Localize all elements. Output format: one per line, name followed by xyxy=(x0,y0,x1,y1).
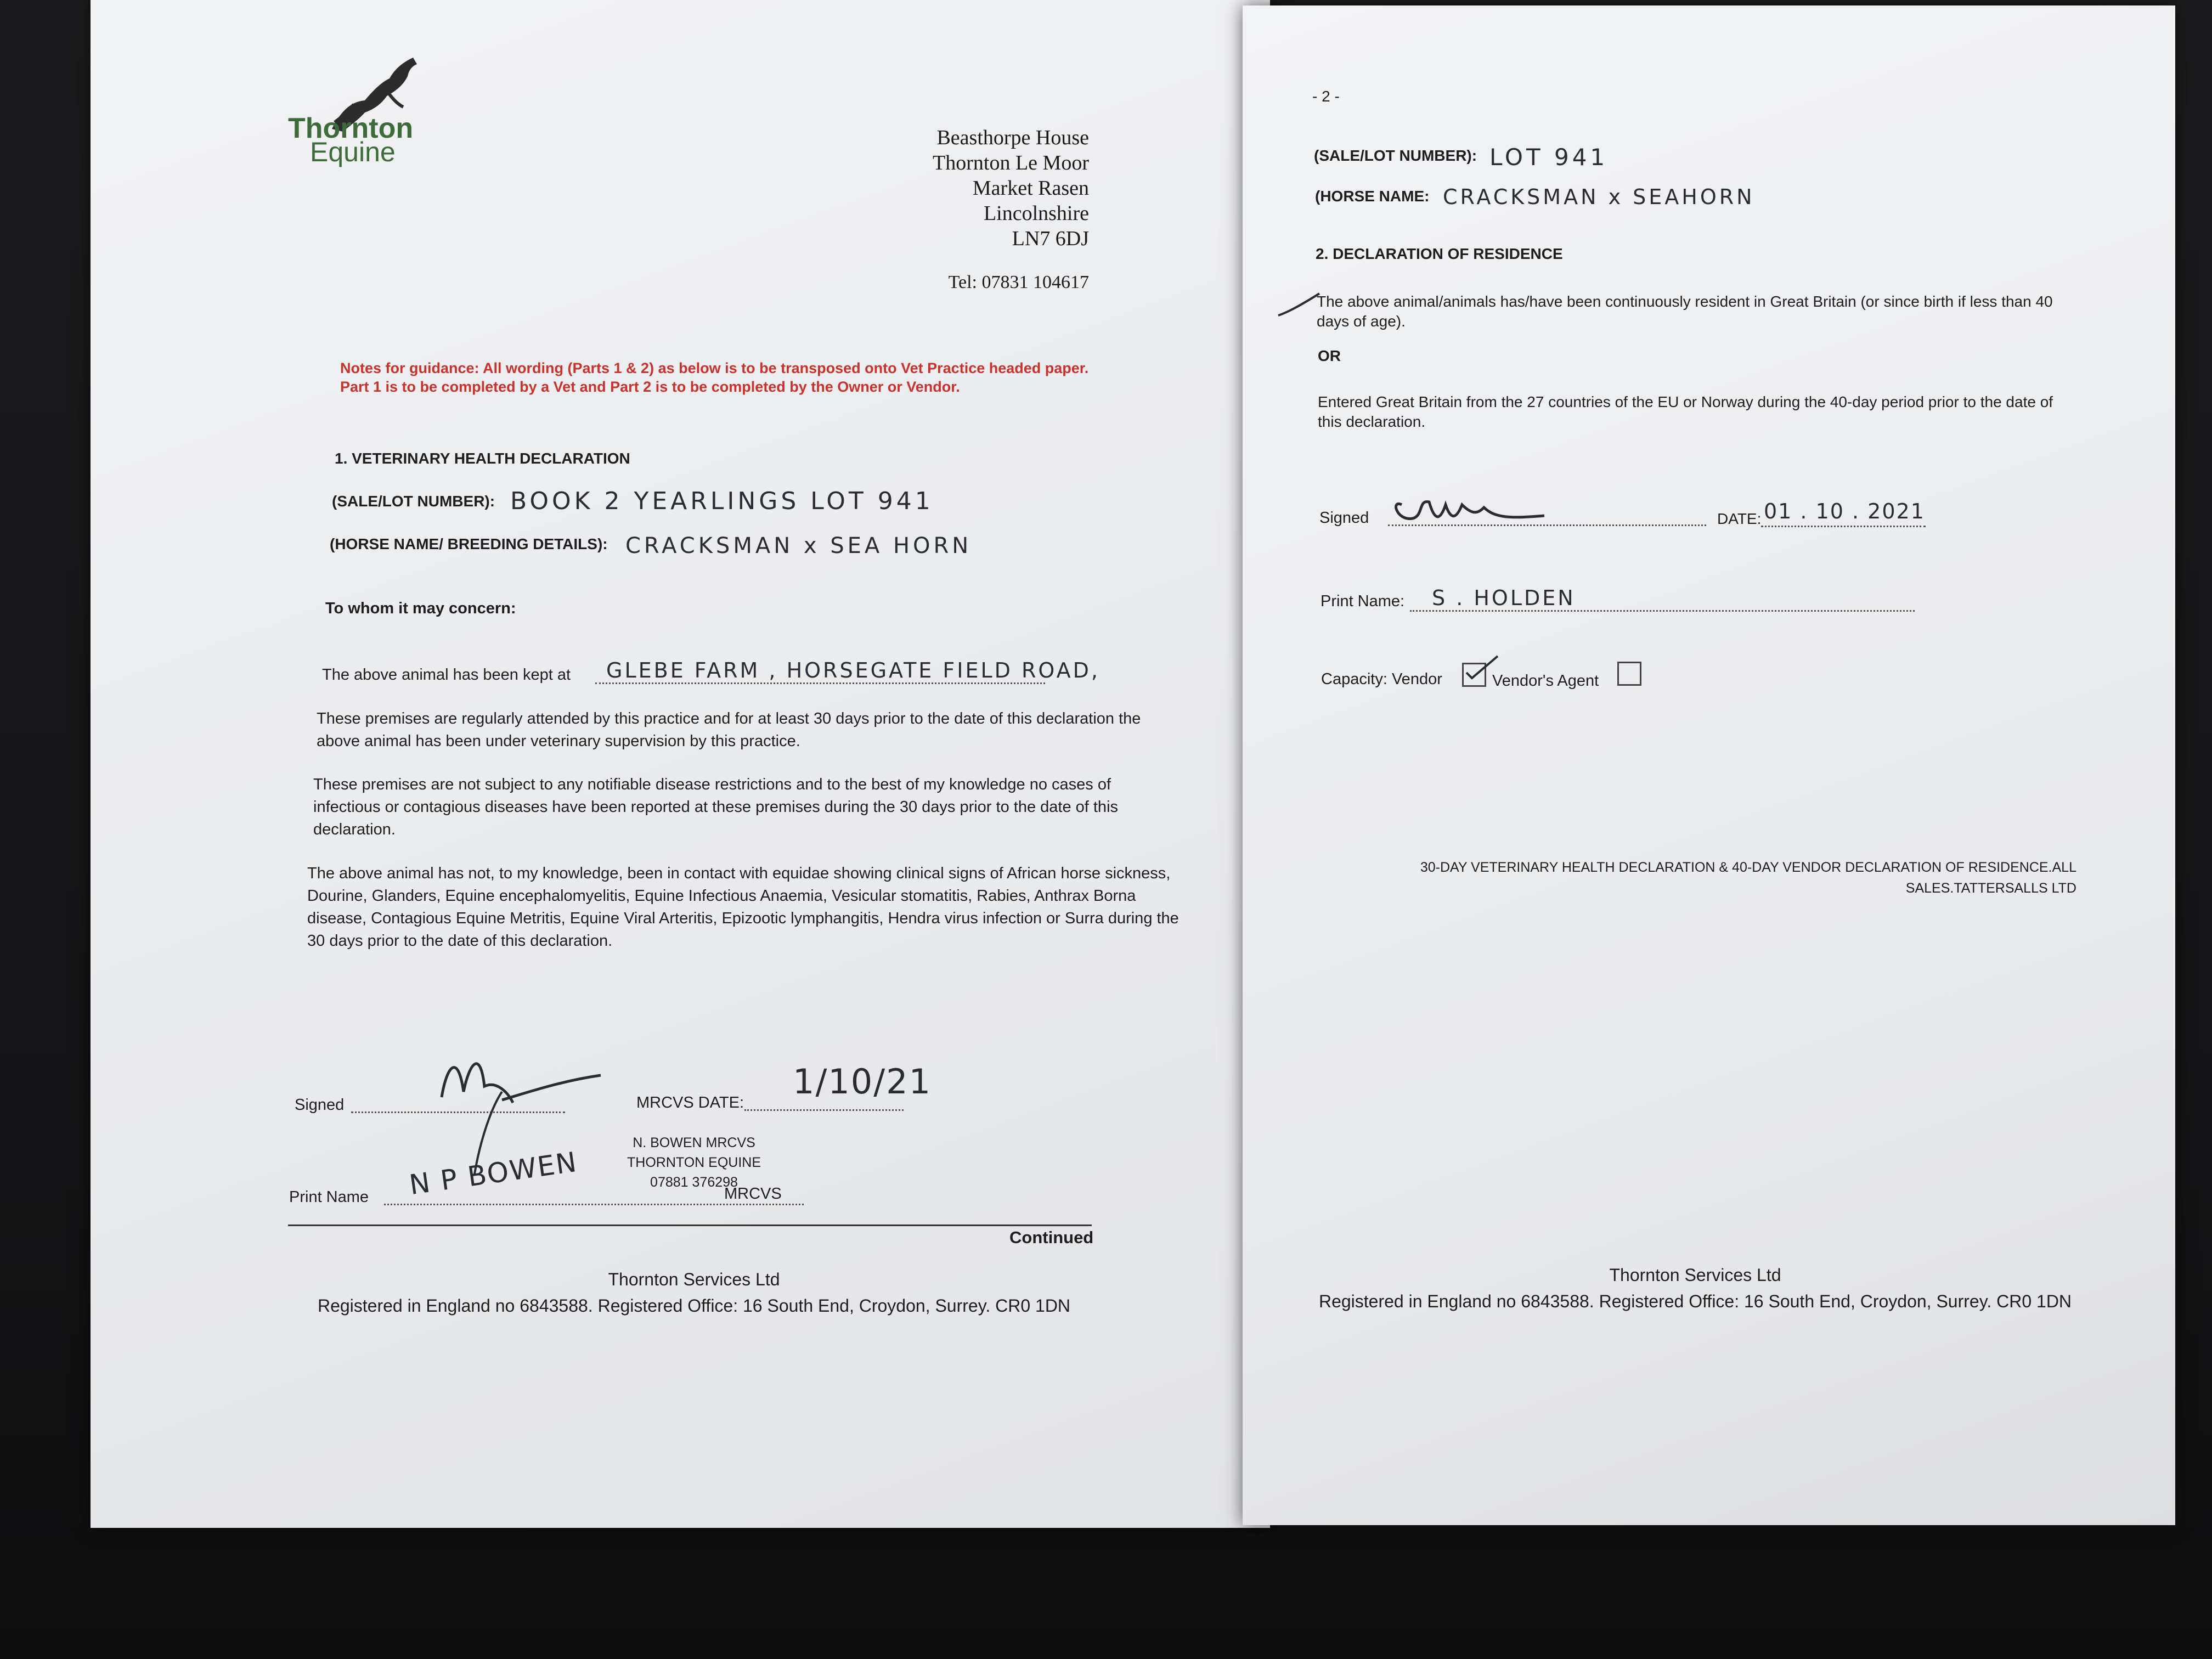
date-label: DATE: xyxy=(1717,510,1762,527)
capacity-label: Capacity: Vendor xyxy=(1321,670,1442,688)
horse-value: CRACKSMAN x SEAHORN xyxy=(1443,185,1755,209)
page-number: - 2 - xyxy=(1312,88,1340,105)
page-veterinary-declaration xyxy=(91,0,1270,1528)
print-name-label: Print Name xyxy=(289,1188,369,1206)
address-line: LN7 6DJ xyxy=(1012,227,1089,250)
telephone: Tel: 07831 104617 xyxy=(948,272,1089,292)
address-line: Thornton Le Moor xyxy=(933,151,1089,174)
kept-at-value: GLEBE FARM , HORSEGATE FIELD ROAD, xyxy=(606,658,1100,682)
concern-salutation: To whom it may concern: xyxy=(325,600,516,617)
lot-label: (SALE/LOT NUMBER): xyxy=(332,493,495,510)
footer-company: Thornton Services Ltd xyxy=(1609,1265,1781,1285)
stamp-line: N. BOWEN MRCVS xyxy=(633,1135,755,1150)
vendor-agent-checkbox[interactable] xyxy=(1617,662,1641,686)
paragraph-supervision: These premises are regularly attended by this practice and for at least 30 days prior to the date of this declaration the above animal has been under veterinary supervision by this practice. xyxy=(317,710,1141,750)
lot-label: (SALE/LOT NUMBER): xyxy=(1314,147,1477,164)
vendor-checkbox[interactable] xyxy=(1462,663,1486,687)
footer-registered: Registered in England no 6843588. Registered Office: 16 South End, Croydon, Surrey. CR0 1DN xyxy=(317,1296,1071,1316)
paragraph-contact: The above animal has not, to my knowledge, been in contact with equidae showing clinical signs of African horse sickness, Dourine, Glanders, Equine encephalomyelitis, Equine Infectious Anaemia, Vesicular stomatitis, Rabies, Anthrax Borna disease, Contagious Equine Metritis, Equine Viral Arteritis, Epizootic lymphangitis, Hendra virus infection or Surra during the 30 days prior to the date of this declaration. xyxy=(307,865,1179,950)
logo-subtitle: Equine xyxy=(310,137,396,167)
date-value: 1/10/21 xyxy=(793,1062,932,1102)
residence-text: The above animal/animals has/have been continuously resident in Great Britain (or since birth if less than 40 days of age). xyxy=(1317,293,2053,330)
entered-text: Entered Great Britain from the 27 countries of the EU or Norway during the 40-day period prior to the date of this declaration. xyxy=(1318,393,2053,430)
kept-at-label: The above animal has been kept at xyxy=(322,666,571,684)
mrcvs-label: MRCVS xyxy=(724,1185,782,1203)
document-title-line: 30-DAY VETERINARY HEALTH DECLARATION & 40-DAY VENDOR DECLARATION OF RESIDENCE.ALL xyxy=(1420,860,2076,875)
address-line: Lincolnshire xyxy=(983,202,1089,225)
continued-label: Continued xyxy=(1009,1228,1094,1247)
stamp-line: 07881 376298 xyxy=(650,1175,738,1190)
date-value: 01 . 10 . 2021 xyxy=(1764,499,1925,523)
document-title-line: SALES.TATTERSALLS LTD xyxy=(1905,881,2076,896)
address-line: Beasthorpe House xyxy=(936,126,1089,149)
guidance-notes: Notes for guidance: All wording (Parts 1 & 2) as below is to be transposed onto Vet Practice headed paper. Part 1 is to be completed by a Vet and Part 2 is to be completed by the Owner or Vendor. xyxy=(340,360,1089,395)
print-name-value: S . HOLDEN xyxy=(1432,586,1576,610)
print-name-label: Print Name: xyxy=(1321,592,1405,610)
footer xyxy=(1297,1262,2093,1314)
logo xyxy=(288,52,431,167)
section-title: 2. DECLARATION OF RESIDENCE xyxy=(1316,245,1563,262)
print-name-value: N P BOWEN xyxy=(407,1146,580,1201)
footer-registered: Registered in England no 6843588. Registered Office: 16 South End, Croydon, Surrey. CR0 1DN xyxy=(1318,1291,2072,1311)
lot-value: LOT 941 xyxy=(1489,144,1609,171)
section-title: 1. VETERINARY HEALTH DECLARATION xyxy=(335,450,630,467)
footer xyxy=(283,1266,1105,1319)
lot-value: BOOK 2 YEARLINGS LOT 941 xyxy=(510,487,934,515)
horse-value: CRACKSMAN x SEA HORN xyxy=(625,533,972,558)
footer-company: Thornton Services Ltd xyxy=(608,1269,780,1289)
signed-label: Signed xyxy=(1319,509,1369,527)
paragraph-restrictions: These premises are not subject to any notifiable disease restrictions and to the best of my knowledge no cases of infectious or contagious diseases have been reported at these premises during the 30 days prior to the date of this declaration. xyxy=(313,776,1119,838)
vendor-signature xyxy=(1391,488,1555,532)
stamp-line: THORNTON EQUINE xyxy=(627,1155,761,1170)
divider xyxy=(288,1224,1092,1226)
vendor-agent-label: Vendor's Agent xyxy=(1492,672,1599,690)
horse-label: (HORSE NAME/ BREEDING DETAILS): xyxy=(330,535,608,552)
signed-label: Signed xyxy=(295,1096,345,1114)
logo-title: Thornton xyxy=(288,112,414,144)
page-residence-declaration xyxy=(1243,5,2175,1525)
horse-label: (HORSE NAME: xyxy=(1315,188,1430,205)
address-line: Market Rasen xyxy=(972,177,1089,200)
document-title xyxy=(1407,857,2076,899)
address-block xyxy=(804,125,1089,251)
mrcvs-date-label: MRCVS DATE: xyxy=(636,1094,744,1111)
or-label: OR xyxy=(1318,347,1341,364)
